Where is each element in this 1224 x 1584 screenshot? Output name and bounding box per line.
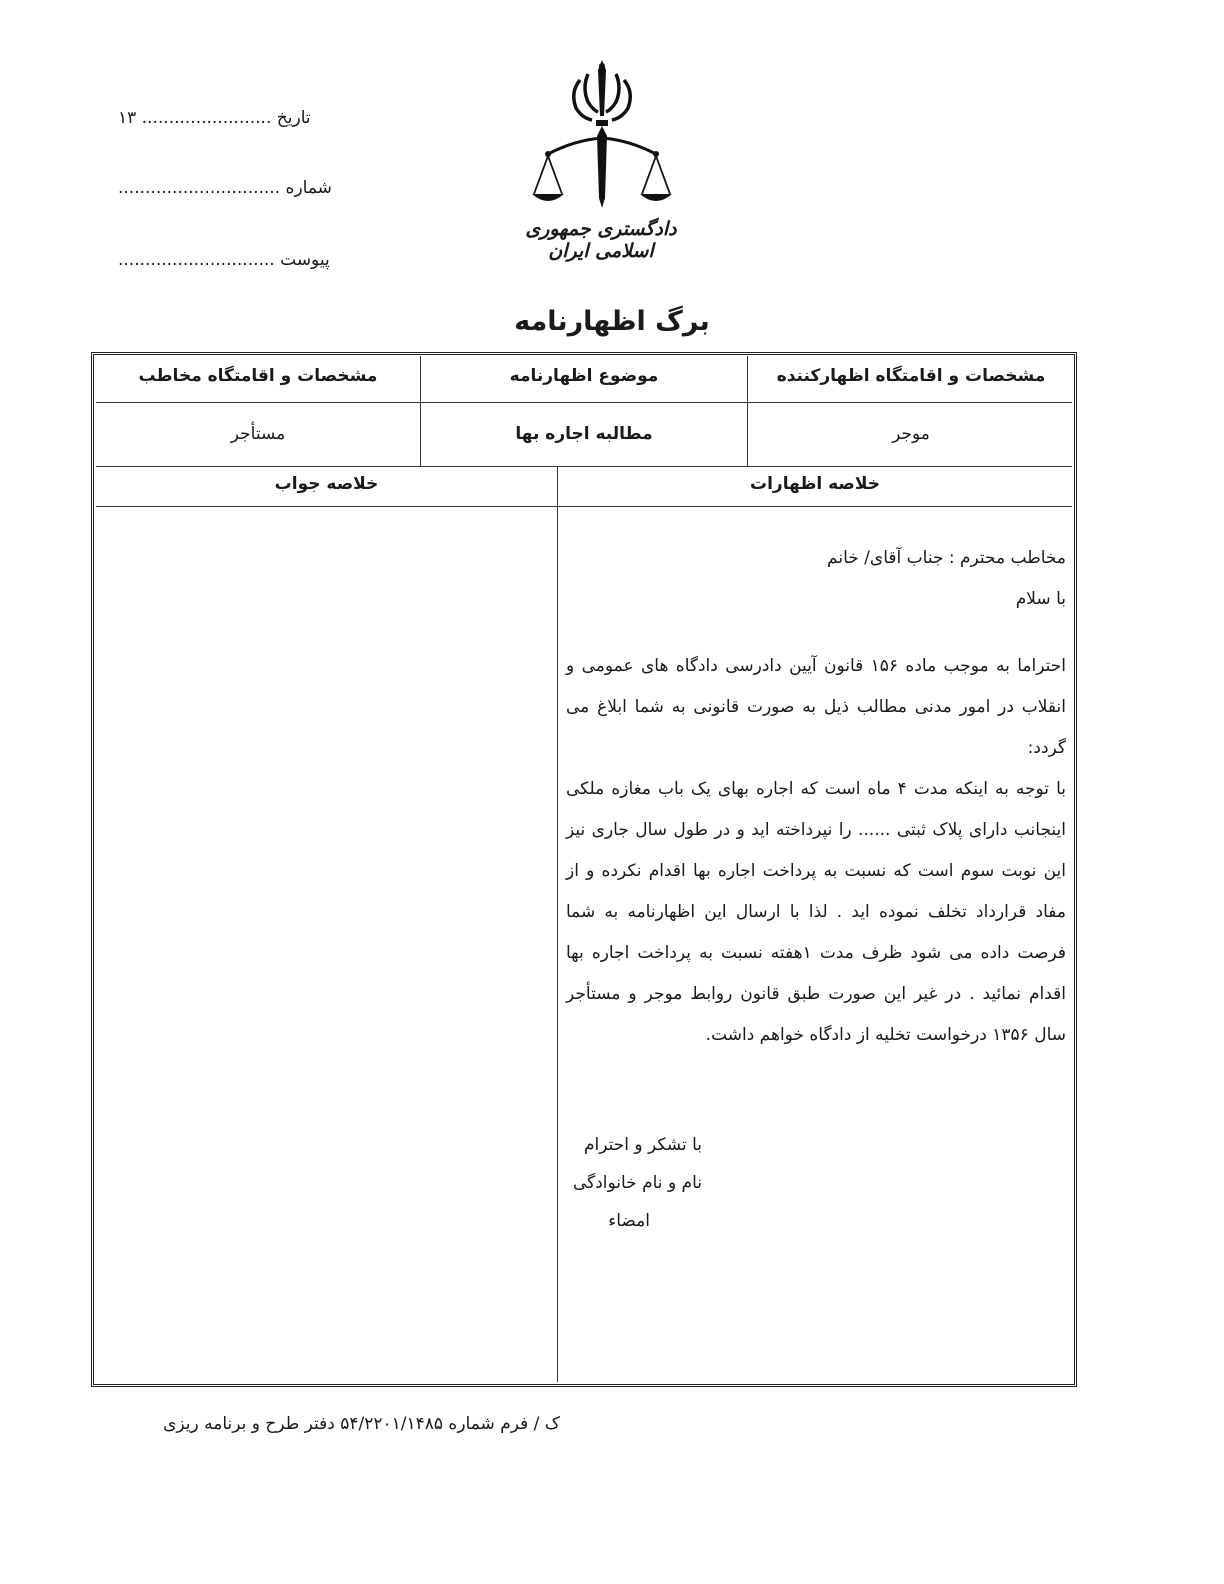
name-label: نام و نام خانوادگی <box>572 1173 702 1193</box>
addressee-header: مشخصات و اقامتگاه مخاطب <box>138 366 378 386</box>
attachment-label: پیوست <box>280 250 330 270</box>
statements-header: خلاصه اظهارات <box>750 474 880 494</box>
number-label: شماره <box>285 178 332 198</box>
judiciary-emblem-icon <box>530 58 674 218</box>
sender-header: مشخصات و اقامتگاه اظهارکننده <box>776 366 1046 386</box>
sender-value: موجر <box>892 424 930 444</box>
statement-paragraph: با توجه به اینکه مدت ۴ ماه است که اجاره بهای یک باب مغازه ملکی اینجانب دارای پلاک ثبتی ...... را نپرداخته اید و در طول سال جاری نیز این نوبت سوم است که نسبت به پرداخت اجاره بها اقدام نکرده و از مفاد قرارداد تخلف نموده اید . لذا با ارسال این اظهارنامه به شما فرصت داده می شود ظرف مدت ۱هفته نسبت به پرداخت اجاره بها اقدام نمائید . در غیر این صورت طبق قانون روابط موجر و مستأجر سال ۱۳۵۶ درخواست تخلیه از دادگاه خواهم داشت. <box>566 779 1067 1045</box>
response-header: خلاصه جواب <box>274 474 379 494</box>
attachment-dots: ............................. <box>118 250 275 270</box>
row-divider <box>96 402 1072 403</box>
addressee-value: مستأجر <box>230 424 286 444</box>
regards-text: با تشکر و احترام <box>584 1135 702 1155</box>
subject-value: مطالبه اجاره بها <box>515 424 653 444</box>
signature-label: امضاء <box>608 1211 650 1231</box>
statement-paragraph: احتراما به موجب ماده ۱۵۶ قانون آیین دادرسی دادگاه های عمومی و انقلاب در امور مدنی مطالب ذیل به صورت قانونی به شما ابلاغ می گردد: <box>566 656 1066 758</box>
date-value: ۱۳ <box>118 108 137 128</box>
attachment-field <box>118 250 330 270</box>
form-title: برگ اظهارنامه <box>514 306 710 337</box>
emblem-caption: دادگستری جمهوری اسلامی ایران <box>525 218 677 262</box>
signoff-block <box>560 1126 702 1240</box>
number-dots: .............................. <box>118 178 281 198</box>
date-dots: ........................ <box>141 108 272 128</box>
greeting-line: با سلام <box>1015 589 1066 609</box>
date-label: تاریخ <box>276 108 311 128</box>
date-field <box>118 108 311 128</box>
form-number-footer: ک / فرم شماره ۵۴/۲۲۰۱/۱۴۸۵ دفتر طرح و برنامه ریزی <box>163 1414 560 1434</box>
subject-header: موضوع اظهارنامه <box>509 366 659 386</box>
statements-body <box>566 538 1066 1056</box>
greeting-line: مخاطب محترم : جناب آقای/ خانم <box>827 548 1066 568</box>
column-divider <box>557 466 558 1382</box>
response-area <box>97 507 556 1381</box>
row-divider <box>96 466 1072 467</box>
number-field <box>118 178 332 198</box>
